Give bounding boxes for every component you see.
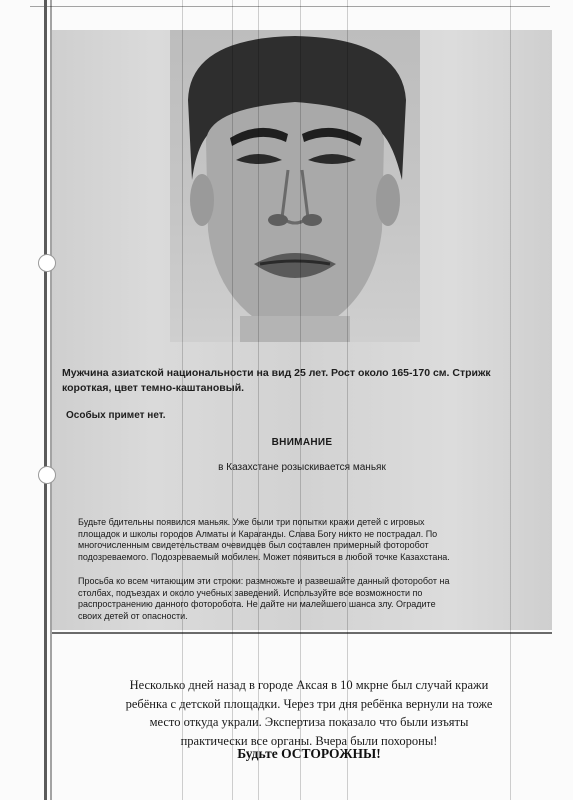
warning-line: многочисленным свидетельствам очевидцев был составлен примерный фоторобот	[78, 540, 429, 550]
description-line-2: короткая, цвет темно-каштановый.	[62, 382, 245, 394]
punch-hole	[38, 466, 56, 484]
warning-line: подозреваемого. Подозреваемый мобилен. Может появиться в любой точке Казахстана.	[78, 551, 450, 562]
warning-line: столбах, подъездах и около учебных заведений. Используйте все возможности по	[78, 587, 423, 598]
scan-edge-left-shadow	[50, 0, 52, 800]
description-line-1: Мужчина азиатской национальности на вид 25 лет. Рост около 165-170 см. Стрижк	[62, 367, 491, 379]
face-drawing	[170, 30, 420, 342]
warning-paragraph-2	[78, 576, 542, 622]
wanted-subheading: в Казахстане розыскивается маньяк	[218, 462, 386, 473]
story-line: место откуда украли. Экспертиза показало что были изъяты	[149, 715, 469, 729]
story-line: ребёнка с детской площадки. Через три дня ребёнка вернули на тоже	[125, 696, 493, 711]
scan-edge-top	[30, 6, 550, 7]
warning-line: площадок и школы городов Алматы и Караганды. Слава Богу никто не пострадал. По	[78, 528, 438, 539]
warning-paragraph-1	[78, 517, 542, 563]
scan-streak	[182, 0, 183, 800]
warning-line: Просьба ко всем читающим эти строки: размножьте и развешайте данный фоторобот на	[78, 576, 450, 586]
special-marks: Особых примет нет.	[66, 410, 166, 421]
scan-streak	[347, 0, 348, 800]
warning-line: своих детей от опасности.	[78, 610, 188, 621]
scan-streak	[258, 0, 259, 800]
scan-streak	[300, 0, 301, 800]
scan-streak	[510, 0, 511, 800]
suspect-photofit-portrait-icon	[170, 30, 420, 342]
punch-hole	[38, 254, 56, 272]
divider	[52, 632, 552, 634]
story-text	[94, 676, 524, 750]
story-line: Несколько дней назад в городе Аксая в 10 мкрне был случай кражи	[129, 678, 489, 692]
warning-line: распространению данного фоторобота. Не дайте ни малейшего шанса злу. Оградите	[78, 599, 436, 609]
scan-edge-left	[44, 0, 47, 800]
scan-streak	[232, 0, 233, 800]
story-line: практически все органы. Вчера были похороны!	[180, 733, 438, 748]
closing-warning: Будьте ОСТОРОЖНЫ!	[237, 746, 381, 761]
warning-line: Будьте бдительны появился маньяк. Уже были три попытки кражи детей с игровых	[78, 517, 425, 527]
attention-heading: ВНИМАНИЕ	[271, 437, 333, 448]
suspect-description	[62, 366, 542, 396]
